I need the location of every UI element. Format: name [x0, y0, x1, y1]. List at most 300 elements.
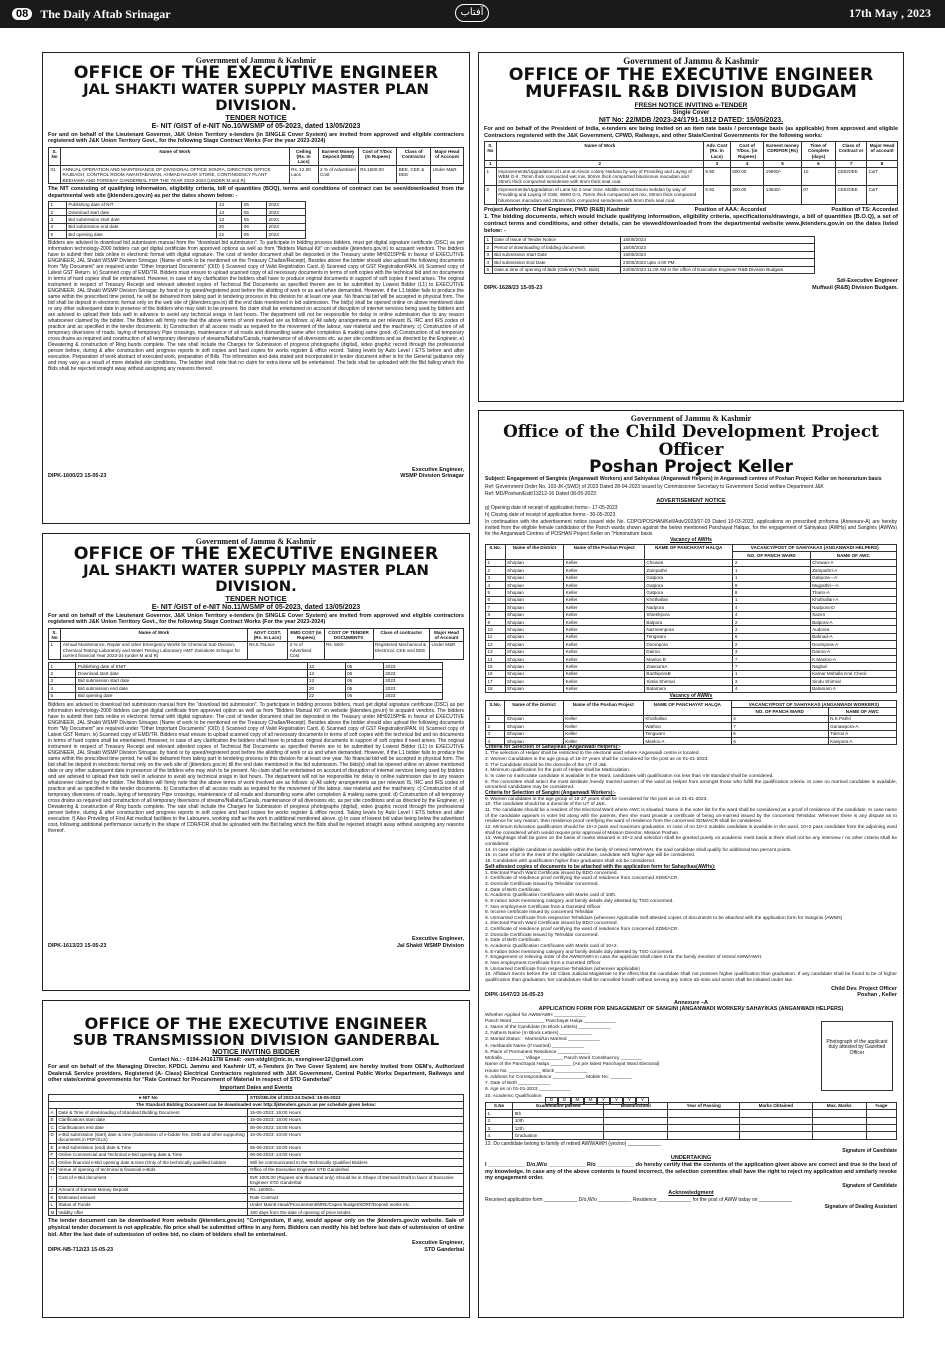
table-cell: Cost of e-Bid document [56, 1174, 248, 1187]
ad-signatory-office: STD Ganderbal [424, 1246, 464, 1253]
table-cell: G [49, 1159, 57, 1166]
document-item: 7. Non employment Certificate from a Gazetted Officer [485, 904, 601, 910]
ad-division-title: JAL SHAKTI WATER SUPPLY MASTER PLAN DIVISION. [83, 563, 429, 595]
table-cell: 4 [733, 611, 810, 618]
ad-government-header: Government of Jammu & Kashmir [623, 56, 759, 66]
table-cell: Shopian [505, 641, 564, 648]
table-cell: Shopian [505, 738, 563, 745]
ad-signatory: Executive Engineer, [412, 936, 464, 943]
table-cell: K [49, 1194, 57, 1201]
table-header-cell: 8 [867, 160, 898, 167]
ad-subject: Subject: Engagement of Sanginis (Anganwadi Workers) and Sahiyakas (Anganwadi Helpers) in Anganwadi centres of Poshan Project Keller on honorarium basis [485, 476, 882, 483]
table-cell: Registered Mechanical & Electrical, CEE and DEE [373, 641, 429, 659]
table-cell: 12th [513, 1125, 604, 1132]
helper-criteria-list [485, 751, 897, 791]
table-header-cell: Time of Complete (days) [801, 142, 835, 160]
ad-intro: For and on behalf of the President of India, e-tenders are being invited on an item rate basis / percentage basis (as applicable) from approved and eligible Contractors registered with the J&K Government, CPWD, Railways, and other State/Central Governments for the following works: [484, 126, 898, 139]
table-header-cell: %age [866, 1102, 896, 1109]
table-cell: 5 [49, 692, 76, 699]
table-cell: e-Bid submission (end) date & Time [56, 1144, 248, 1151]
table-cell: Zampathri-A [810, 567, 896, 574]
table-row [486, 641, 897, 648]
table-row [486, 582, 897, 589]
table-cell: Shopian [505, 663, 564, 670]
table-cell: Estimated amount [56, 1194, 248, 1201]
table-cell: 15-05-2023: 16:00 Hours [248, 1116, 464, 1123]
opening-date: g) Opening date of receipt of application forms:- 17-05-2023 [485, 505, 618, 512]
table-cell: Gatipora—A [810, 574, 896, 581]
table-cell: Shopian [505, 567, 564, 574]
table-header-cell: ADVT COST. (Rs. In Lacs) [247, 629, 288, 642]
table-cell: Kamar Mohalla Kral Check [810, 670, 896, 677]
table-cell: 7 [731, 723, 828, 730]
table-cell: 1 [485, 236, 493, 243]
table-header-cell: Class of Contract or [836, 142, 867, 160]
table-cell: 19800/- [764, 168, 802, 186]
ad-advertisement-heading: ADVERTISEMENT NOTICE [656, 497, 726, 504]
empty-cell [740, 1132, 812, 1139]
table-cell: 2 [485, 244, 493, 251]
e-tender-notice-budgam [478, 52, 904, 402]
table-cell: Amount of Earnest Money Deposit [56, 1186, 248, 1193]
ad-nit-number: NIT No: 22/MDB /2023-24/1791-1812 DATED: 15/05/2023. [598, 117, 784, 125]
table-row [485, 186, 898, 204]
table-header-cell: EMD COST (In Rupees) [288, 629, 324, 642]
table-row [486, 604, 897, 611]
table-row [49, 677, 443, 684]
table-cell: 7 [486, 604, 506, 611]
table-cell: 5 [49, 231, 67, 238]
table-header-cell: 2 [496, 160, 703, 167]
ad-notice-type: FRESH NOTICE INVITING e-TENDER [634, 102, 748, 110]
table-cell: 4. [486, 1132, 513, 1139]
table-header-cell: Cost of T/Doc (In Rupees) [358, 148, 396, 166]
criteria-item: 6. The committee shall select the most destitute /needy married women of the ward as Helper from amongst those who fulfill the qualification criteria. In case no married candidate is available, unmarried candidates may be considered. [485, 779, 897, 791]
table-row [486, 567, 897, 574]
table-cell: Status of Funds [56, 1201, 248, 1208]
table-cell: 2023 [267, 201, 306, 208]
table-header-cell: S.No [486, 1102, 513, 1109]
table-cell: 2 [49, 670, 76, 677]
table-header-cell: Max. Marks [812, 1102, 866, 1109]
table-row [486, 723, 897, 730]
table-cell: N.K.Pathri [828, 715, 896, 722]
table-cell: 2 [733, 641, 810, 648]
table-row [486, 1125, 897, 1132]
table-row [486, 656, 897, 663]
ad-office-title: OFFICE OF THE EXECUTIVE ENGINEER [84, 1014, 428, 1033]
ad-reference: DIPK-1613/23 15-05-23 [48, 942, 107, 949]
table-cell: Gatpora [644, 589, 733, 596]
table-cell: 13 [217, 209, 242, 216]
table-cell: 16-05-2023: 10:00 Hours [248, 1131, 464, 1144]
table-header-cell: NAME OF AWC [828, 708, 896, 715]
document-item: 3. Domicile Certificate issued by Tehsildar concerned. [485, 932, 599, 938]
table-row [486, 715, 897, 722]
table-cell: 2023 [383, 692, 442, 699]
table-cell: 4 [49, 223, 67, 230]
ad-signatory: Child Dev. Project Officer [831, 985, 897, 992]
table-cell: Nadpora-D [810, 604, 896, 611]
works-table [48, 147, 464, 184]
criteria-item: 3. The Candidate should be the domicile of the UT of J&k [485, 762, 607, 768]
table-row [486, 1110, 897, 1117]
table-row [486, 685, 897, 692]
table-cell: Audoora [810, 626, 896, 633]
table-cell: Dairoo [644, 648, 733, 655]
table-cell: 05-06-2023: 16:00 Hours [248, 1124, 464, 1131]
table-cell: Ganawpora-A [828, 723, 896, 730]
document-item: 9. Unmarried Certificate from respective Tehsildars (wherever applicable) [485, 966, 640, 972]
photo-placeholder: Photograph of the applicant duly attested by Gazetted Officer [821, 1021, 893, 1091]
table-row [49, 1151, 464, 1158]
table-cell: J [49, 1186, 57, 1193]
table-cell: Shopian [505, 715, 563, 722]
table-cell: 3 [733, 626, 810, 633]
table-cell: 5 [486, 589, 506, 596]
table-row [49, 1124, 464, 1131]
table-cell: BEE, CEE & DEE [397, 166, 431, 184]
table-cell: Rs.1500.00 [358, 166, 396, 184]
application-form-fields [485, 1013, 775, 1100]
table-row [49, 663, 443, 670]
table-cell: 2 [49, 209, 67, 216]
table-cell: 2. [486, 1117, 513, 1124]
table-cell: Mujpathri—A [810, 582, 896, 589]
table-header-cell: Board/School [604, 1102, 668, 1109]
table-cell: Keller [564, 626, 645, 633]
table-cell: 06-06-2023: 14:00 Hours [248, 1151, 464, 1158]
empty-cell [812, 1125, 866, 1132]
table-cell: Khothallan [644, 596, 733, 603]
anganwadi-engagement-ad [478, 410, 904, 1318]
table-cell: Wathoo [643, 723, 731, 730]
table-cell: 2 % of Advertised Cost [318, 166, 358, 184]
empty-cell [740, 1125, 812, 1132]
table-cell: CEE/DEE [836, 168, 867, 186]
table-cell: 05 [345, 692, 383, 699]
table-cell: Bid submission end date [66, 223, 217, 230]
table-cell: Keller [564, 589, 645, 596]
table-cell: 180 days from the date of opening of price tender. [248, 1209, 464, 1216]
table-header-cell: Name of Work [61, 148, 290, 166]
document-item: 2. Certificate of residence proof certifying the ward of residence from concerned SDM/ACR. [485, 927, 679, 933]
document-item: 3. Domicile Certificate issued by Tehsildar concerned. [485, 881, 599, 887]
table-cell: Keller [564, 582, 645, 589]
table-cell: 6.92 [703, 186, 730, 204]
ad-notice-type: TENDER NOTICE [225, 593, 287, 603]
helper-criteria-heading: Criteria for Selection of Sahayikas (Anganwadi Helpers):- [485, 744, 621, 751]
table-row [486, 1132, 897, 1139]
table-cell: Graduation [513, 1132, 604, 1139]
table-cell: 10th [513, 1117, 604, 1124]
table-header-cell: Earnest money CDR/FDR (Rs) [764, 142, 802, 160]
table-cell: Simla Shirmal [644, 678, 733, 685]
empty-cell [604, 1110, 668, 1117]
empty-cell [604, 1117, 668, 1124]
table-cell: 01 [49, 166, 61, 184]
form-field-line: Panch Ward ____________ Panchayat Halqa ____________ [485, 1018, 616, 1024]
awh-vacancy-heading: Vacancy of AWHs [670, 537, 712, 544]
table-row [486, 633, 897, 640]
table-row [485, 259, 815, 266]
table-cell: 3 [49, 677, 76, 684]
table-cell: BarthiporaB [644, 670, 733, 677]
dob-box: M [571, 1097, 584, 1105]
table-cell: Office of the Executive Engineer STD Ganderbal [248, 1166, 464, 1173]
table-cell: 15-05-2023: 16:00 Hours [248, 1109, 464, 1116]
table-cell: Shopian [505, 678, 564, 685]
form-field-line: 1. Name of the Candidate (In Block Letters) ____________ [485, 1025, 611, 1030]
empty-cell [668, 1117, 740, 1124]
ad-division-title: SUB TRANSMISSION DIVISION GANDERBAL [72, 1030, 440, 1049]
table-header-cell: Major Head of Account [430, 629, 464, 642]
dealing-assistant-signature: Signature of Dealing Assistant [824, 1204, 897, 1211]
table-row [49, 1109, 464, 1116]
table-cell: 20 [307, 685, 345, 692]
form-field-line: 5. Place of Permanent Residence ____________ [485, 1049, 590, 1055]
table-cell: 3. [486, 1125, 513, 1132]
issue-date: 17th May , 2023 [849, 6, 931, 20]
table-cell: 13840/- [764, 186, 802, 204]
empty-cell [812, 1117, 866, 1124]
criteria-item: 12. Minimum Education qualification should be 10+2 pass and maximum graduation. In case of no 10+2 suitable candidate is available in the ward, 10+2 pass candidate from the adjoining ward shall be considered which would require prior approval of Mission Director, Mission Poshan. [485, 825, 897, 836]
table-row [49, 1144, 464, 1151]
table-row [486, 596, 897, 603]
table-cell: Shopian [505, 648, 564, 655]
table-row [49, 1116, 464, 1123]
table-cell: Shopian [505, 596, 564, 603]
table-cell: 05 [345, 670, 383, 677]
table-cell: 22 [307, 692, 345, 699]
table-cell: Shopian [505, 656, 564, 663]
tender-notice-ad-wsmp-10 [42, 52, 470, 524]
table-cell: Kanipora A [828, 738, 896, 745]
table-header-cell: Major Head of Account [431, 148, 464, 166]
table-cell: 3 [486, 574, 506, 581]
criteria-item: 2. Women Candidates in the age group of 18-37 years shall be considered for the post as on 01-01-2023. [485, 756, 709, 762]
table-cell: L [49, 1201, 57, 1208]
table-cell: 10 [801, 168, 835, 186]
ad-contact: Contact No.: - 0194-2416178/ Email: -xen-stdgbl@nic.in, exengineer12@gmail.com [148, 1056, 364, 1063]
table-header-cell: Earnest Money Deposit (EMD) [318, 148, 358, 166]
table-cell: Online Commercial and Technical e-Bid opening date & Time [56, 1151, 248, 1158]
ad-office-title: Office of the Child Development Project Officer [503, 422, 879, 459]
dates-table [48, 662, 443, 700]
form-field-line: Whether Applied for AWW/AWH ____________ [485, 1012, 586, 1018]
table-cell: 2 % of Advertised Cost [288, 641, 324, 659]
table-cell: Keller [563, 738, 643, 745]
acknowledgment-heading: Acknowledgment [668, 1189, 714, 1196]
table-cell: 2023 [383, 677, 442, 684]
document-item: 8. Non employment Certificate from a Gazetted Officer [485, 961, 601, 967]
dob-boxes [545, 1097, 649, 1105]
table-cell: Keller [564, 656, 645, 663]
document-item: 1. Electoral Panch Ward Certificate issued by BDO concerned. [485, 870, 618, 876]
table-row [485, 236, 815, 243]
table-cell: 12 [486, 641, 506, 648]
table-cell: Rs.5.75Lacs [247, 641, 288, 659]
table-row [486, 730, 897, 737]
table-header-cell: 5 [764, 160, 802, 167]
criteria-item: 16. Candidates with qualification higher than graduation shall not be considered. [485, 859, 656, 865]
annexure-label: Annexure –A [674, 999, 708, 1006]
table-row [49, 1194, 464, 1201]
table-cell: 1 [486, 715, 505, 722]
table-cell: Keller [564, 663, 645, 670]
table-cell: 05 [242, 201, 267, 208]
table-cell: Bid submission Start Date [492, 251, 621, 258]
table-header-cell: 1 [485, 160, 497, 167]
table-cell: Shiekhpora [644, 611, 733, 618]
form-field-line: 10. Academic Qualification [485, 1093, 542, 1099]
table-cell: 9.90 [703, 168, 730, 186]
table-cell: 13 [307, 663, 345, 670]
empty-cell [668, 1110, 740, 1117]
table-cell: Rs. 10000/= [248, 1186, 464, 1193]
works-table [48, 628, 464, 660]
table-cell: Venue of opening of technical & financial e-Bids [56, 1166, 248, 1173]
table-row [485, 251, 815, 258]
table-cell: Batamam [644, 685, 733, 692]
schedule-note: The Standard Bidding Document can be downloaded over http://jktenders.gov.in as per schedule given below: [49, 1101, 464, 1108]
table-cell: 8 [486, 611, 506, 618]
table-row [49, 1174, 464, 1187]
empty-cell [812, 1110, 866, 1117]
document-item: 8. Income certificate issued by concerned Tehsildar [485, 910, 594, 916]
form-field-line: 2. Fathers Name (In Block Letters) ____________ [485, 1031, 592, 1037]
criteria-item: 13. Weightage shall be given on the basis of marks obtained in 10+2 and selection shall be granted purely on academic merit basis & there shall not be any interview / no other criteria shall be considered. [485, 836, 897, 848]
table-cell: 7 [733, 663, 810, 670]
table-cell: 07 [801, 186, 835, 204]
table-cell: Validity offer [56, 1209, 248, 1216]
empty-cell [740, 1117, 812, 1124]
table-cell: Batamam A [810, 685, 896, 692]
table-cell: CEE/DEE [836, 186, 867, 204]
table-cell: 3 [733, 678, 810, 685]
newspaper-name: The Daily Aftab Srinagar [40, 6, 171, 21]
table-header-cell: Name of the District [505, 701, 563, 716]
table-cell: 2023 [267, 216, 306, 223]
table-cell: Nadpora [644, 604, 733, 611]
table-header-cell: 4 [730, 160, 763, 167]
table-cell: Under MainIt Head/Procurement/MRE/Capex Budget/SDRF/Deposit works etc. [248, 1201, 464, 1208]
table-cell: 2023 [267, 209, 306, 216]
table-header-cell: Name of the Poshan Project [563, 701, 643, 716]
table-cell: 1 [733, 596, 810, 603]
ad-signatory-office: Poshan , Keller [857, 992, 897, 999]
table-cell: Keller [564, 685, 645, 692]
table-cell: Gatpora [644, 582, 733, 589]
table-header-cell: S.No. [486, 544, 506, 559]
document-item: 1. Electoral Panch Ward Certificate issued by BDO concerned. [485, 921, 618, 927]
ad-nit-number: E- NIT /GIST of e-NIT No.10/WSMP of 05-2023, dated 13/05/2023 [151, 122, 361, 130]
ad-office-title: OFFICE OF THE EXECUTIVE ENGINEER [508, 64, 874, 85]
table-header-cell: S.No. [486, 701, 505, 716]
table-cell: Bid submission End Date [492, 259, 621, 266]
ad-reference: DIPK-1600/23 15-05-23 [48, 473, 107, 480]
table-header-cell: VACANCY/POST OF SAHIYAKAS (ANGANWADI HELPERS) [733, 544, 897, 551]
nit-value: STD/GBL/06 of 2023-24 Dated: 15-05-2023 [248, 1094, 464, 1101]
table-cell: Shopian [505, 574, 564, 581]
table-cell: 3 [49, 216, 67, 223]
table-cell: 10 [486, 626, 506, 633]
table-cell: 3 [485, 251, 493, 258]
table-row [486, 1117, 897, 1124]
undertaking-heading: UNDERTAKING [670, 1154, 712, 1161]
table-row [49, 692, 443, 699]
table-cell: 5 [485, 266, 493, 273]
table-cell: Keller [564, 633, 645, 640]
ad-office-title: OFFICE OF THE EXECUTIVE ENGINEER [73, 63, 439, 84]
aww-vacancy-heading: Vacancy of AWWs [669, 693, 713, 700]
table-row [486, 663, 897, 670]
table-header-cell: 3 [703, 160, 730, 167]
table-cell: 05 [242, 231, 267, 238]
ad-intro: For and on behalf of the Lieutenant Governor, J&K Union Territory e-tenders (in SINGLE Cover System) are invited from approved and eligible contractors registered with J&K Union Territory Govt., for the following Stage Contract Works (For the year 2023-2024) [48, 612, 464, 626]
table-cell: Clarifications end date [56, 1124, 248, 1131]
table-cell: E [49, 1144, 57, 1151]
table-cell: Will be communicated to the Technically Qualified Bidders [248, 1159, 464, 1166]
dob-box: Y [623, 1097, 636, 1105]
table-cell: Online financial e-Bid opening date & time (Only of the technically qualified bidders [56, 1159, 248, 1166]
ad-project-title: Poshan Project Keller [589, 457, 793, 477]
table-cell: Shopian [505, 685, 564, 692]
table-cell: 1 [49, 641, 61, 659]
table-cell: Shopian [505, 604, 564, 611]
table-header-cell: Marks Obtained [740, 1102, 812, 1109]
table-cell: 05 [345, 663, 383, 670]
table-cell: Period of downloading of bidding documents [492, 244, 621, 251]
table-cell: Tharin-A [810, 589, 896, 596]
table-cell: Rs. 12.00 Lacs [289, 166, 318, 184]
table-row [486, 589, 897, 596]
closing-date: h) Closing date of receipt of application forms:- 30-05-2023 [485, 512, 616, 519]
table-cell: 4 [486, 738, 505, 745]
table-row [486, 670, 897, 677]
table-header-cell: 7 [836, 160, 867, 167]
table-cell: Publishing date of NIT [66, 201, 217, 208]
table-cell: 23/05/2023 upto 4.00 PM. [621, 259, 815, 266]
table-cell: Rate Contract [248, 1194, 464, 1201]
table-row [49, 685, 443, 692]
ad-signatory: Executive Engineer, [412, 1240, 464, 1247]
document-item: 10. Affidavit Sworn before the 1st Class Judicial Magistrate to the effect that the candidate shall not possess higher qualification than graduation. If any candidate shall be found to be of higher qualification than graduation, her candidature shall be cancelled forwith without serving any notice ab-initio and action shall be initiated under law. [485, 972, 897, 984]
document-item: 2. Certificate of residence proof certifying the ward of residence from concerned SDM/ACR. [485, 876, 679, 882]
table-cell: Shopian [505, 633, 564, 640]
table-cell: 4 [733, 685, 810, 692]
table-cell: 2 [485, 186, 497, 204]
table-cell: 2 [486, 723, 505, 730]
table-cell: Nazneenpora [644, 626, 733, 633]
criteria-item: 10. The candidate should be a domicile of the UT of J&K. [485, 802, 607, 808]
table-cell: Bid opening date [66, 231, 217, 238]
table-cell: Download start date [76, 670, 307, 677]
table-cell: Sazen [810, 611, 896, 618]
ad-cover: Single Cover [672, 109, 710, 116]
table-header-cell: S. No [49, 148, 61, 166]
table-cell: Keller [564, 596, 645, 603]
ad-intro: In continuation with the advertisement notice issued vide No. CDPO/POSHAN/Kell/Adv/2023/07-03 Dated 10-03-2023, applications on prescribed proforma (Annexure-A) are hereby invited from the eligible female candidates of the Panch wards shown against the below mentioned Panchayat Halqas, for the engagement of Sahiyakas (AWHs) and Sanginis (AWWs) for the Anganwadi Centres of POSHAN Project Keller on "Honorarium basis [485, 519, 897, 538]
table-cell: 8 [733, 589, 810, 596]
table-row [49, 670, 443, 677]
table-cell: Keller [563, 715, 643, 722]
table-cell: Under M&R [431, 166, 464, 184]
table-row [49, 1209, 464, 1216]
document-item: 4. Date of Birth Certificate. [485, 887, 542, 893]
table-row [486, 559, 897, 566]
table-cell: 2 [486, 567, 506, 574]
